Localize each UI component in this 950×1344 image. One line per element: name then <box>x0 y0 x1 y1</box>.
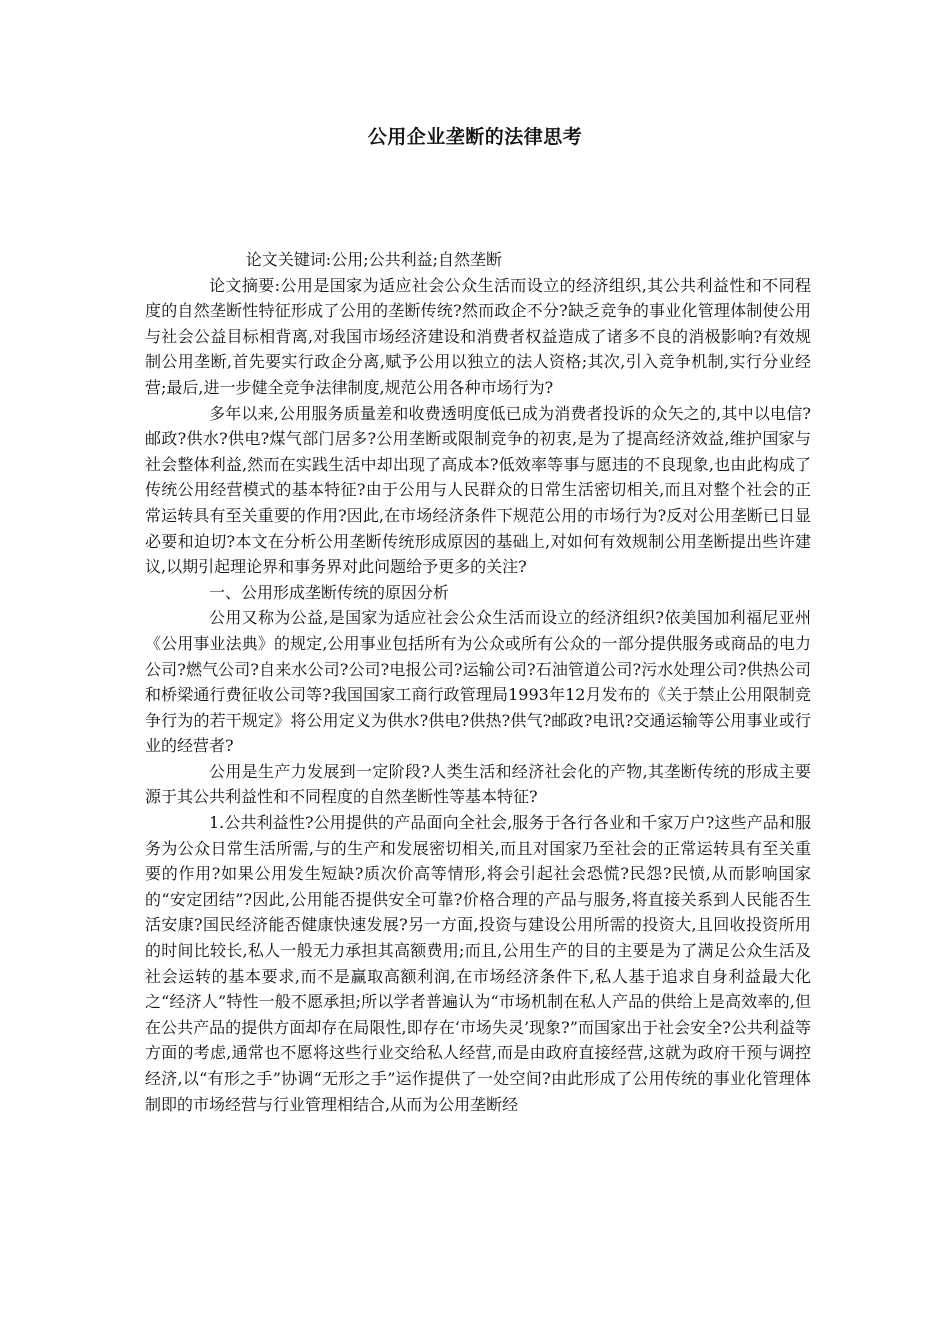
document-title: 公用企业垄断的法律思考 <box>367 126 583 148</box>
body-paragraph: 公用是生产力发展到一定阶段?人类生活和经济社会化的产物,其垄断传统的形成主要源于其公共利益性和不同程度的自然垄断性等基本特征? <box>145 761 811 807</box>
body-paragraph: 公用又称为公益,是国家为适应社会公众生活而设立的经济组织?依美国加利福尼亚州《公用事业法典》的规定,公用事业包括所有为公众或所有公众的一部分提供服务或商品的电力公司?燃气公司?自来水公司?公司?电报公司?运输公司?石油管道公司?污水处理公司?供热公司和桥梁通行费征收公司等?我国国家工商行政管理局1993年12月发布的《关于禁止公用限制竞争行为的若干规定》将公用定义为供水?供电?供热?供气?邮政?电讯?交通运输等公用事业或行业的经营者? <box>145 608 811 756</box>
keywords-paragraph: 论文关键词:公用;公共利益;自然垄断 <box>245 250 502 269</box>
section-heading: 一、公用形成垄断传统的原因分析 <box>209 582 450 602</box>
body-paragraph: 1.公共利益性?公用提供的产品面向全社会,服务于各行各业和千家万户?这些产品和服务为公众日常生活所需,与的生产和发展密切相关,而且对国家乃至社会的正常运转具有至关重要的作用?如果公用发生短缺?质次价高等情形,将会引起社会恐慌?民怨?民愤,从而影响国家的“安定团结”?因此,公用能否提供安全可靠?价格合理的产品与服务,将直接关系到人民能否生活安康?国民经济能否健康快速发展?另一方面,投资与建设公用所需的投资大,且回收投资所用的时间比较长,私人一般无力承担其高额费用;而且,公用生产的目的主要是为了满足公众生活及社会运转的基本要求,而不是赢取高额利润,在市场经济条件下,私人基于追求自身利益最大化之“经济人”特性一般不愿承担;所以学者普遍认为“市场机制在私人产品的供给上是高效率的,但在公共产品的提供方面却存在局限性,即存在‘市场失灵’现象?”而国家出于社会安全?公共利益等方面的考虑,通常也不愿将这些行业交给私人经营,而是由政府直接经营,这就为政府干预与调控经济,以“有形之手”协调“无形之手”运作提供了一处空间?由此形成了公用传统的事业化管理体制即的市场经营与行业管理相结合,从而为公用垄断经 <box>145 813 811 1114</box>
body-paragraph: 多年以来,公用服务质量差和收费透明度低已成为消费者投诉的众矢之的,其中以电信?邮政?供水?供电?煤气部门居多?公用垄断或限制竞争的初衷,是为了提高经济效益,维护国家与社会整体利益,然而在实践生活中却出现了高成本?低效率等事与愿违的不良现象,也由此构成了传统公用经营模式的基本特征?由于公用与人民群众的日常生活密切相关,而且对整个社会的正常运转具有至关重要的作用?因此,在市场经济条件下规范公用的市场行为?反对公用垄断已日显必要和迫切?本文在分析公用垄断传统形成原因的基础上,对如何有效规制公用垄断提出些许建议,以期引起理论界和事务界对此问题给予更多的关注? <box>145 403 811 577</box>
document-body <box>145 247 811 1117</box>
abstract-paragraph: 论文摘要:公用是国家为适应社会公众生活而设立的经济组织,其公共利益性和不同程度的自然垄断性特征形成了公用的垄断传统?然而政企不分?缺乏竞争的事业化管理体制使公用与社会公益目标相背离,对我国市场经济建设和消费者权益造成了诸多不良的消极影响?有效规制公用垄断,首先要实行政企分离,赋予公用以独立的法人资格;其次,引入竞争机制,实行分业经营;最后,进一步健全竞争法律制度,规范公用各种市场行为? <box>145 275 811 397</box>
